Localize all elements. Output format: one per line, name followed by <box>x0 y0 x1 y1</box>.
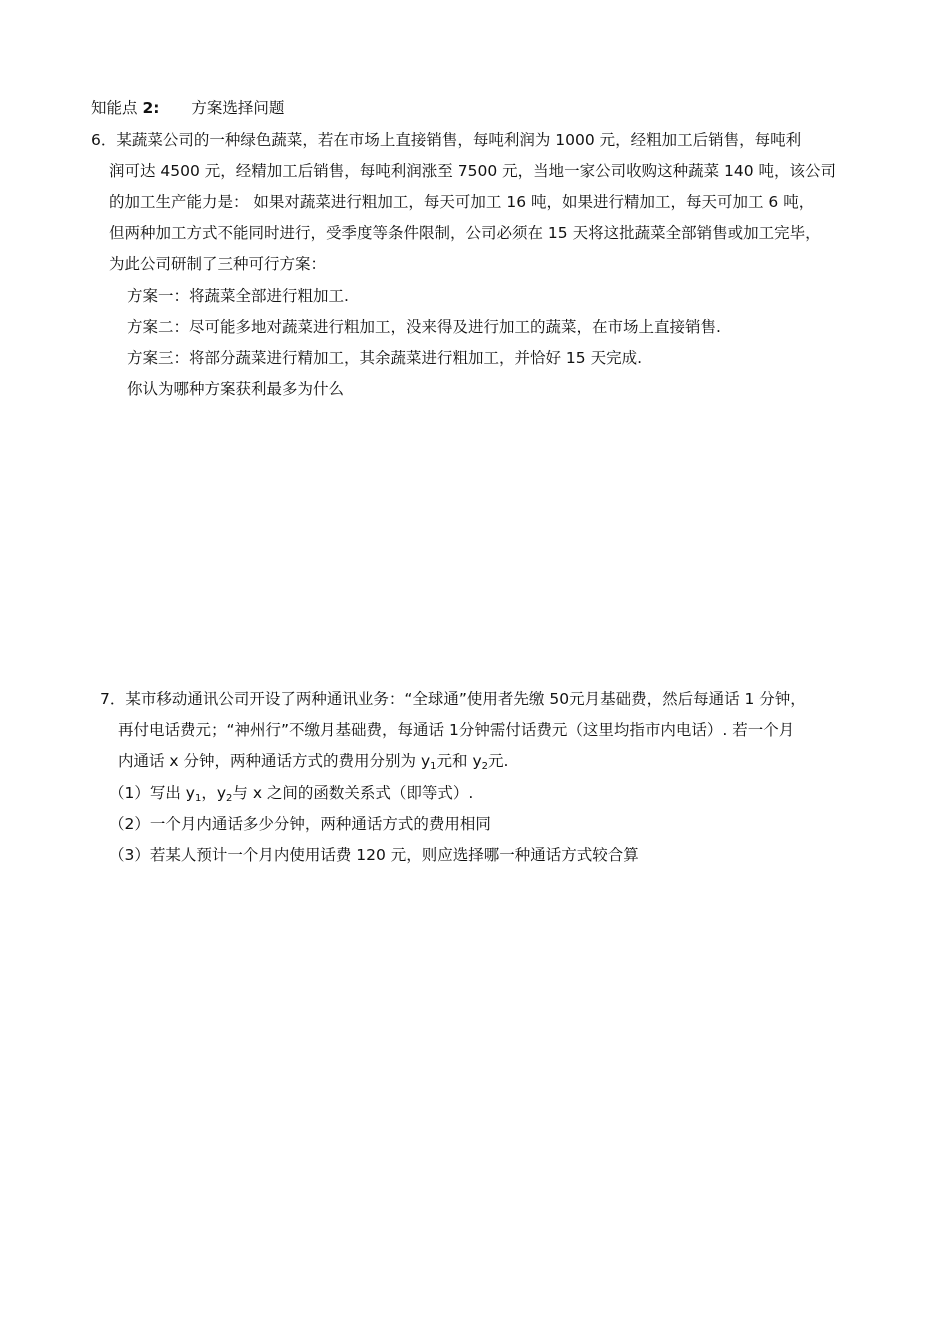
q6-plan-3: 方案三：将部分蔬菜进行精加工，其余蔬菜进行粗加工，并恰好 15 天完成. <box>127 349 643 367</box>
q7-subquestion-2: （2）一个月内通话多少分钟，两种通话方式的费用相同 <box>109 815 491 833</box>
section-label: 知能点 <box>91 99 138 117</box>
q6-plan-1: 方案一：将蔬菜全部进行粗加工. <box>127 287 349 305</box>
q6-line-1: 6．某蔬菜公司的一种绿色蔬菜，若在市场上直接销售，每吨利润为 1000 元，经粗加工后销售，每吨利 <box>91 131 802 149</box>
section-number: 2: <box>142 99 160 117</box>
q6-line-3: 的加工生产能力是： 如果对蔬菜进行粗加工，每天可加工 16 吨，如果进行精加工，每天可加工 6 吨， <box>109 193 815 211</box>
q6-line-2: 润可达 4500 元，经精加工后销售，每吨利润涨至 7500 元，当地一家公司收购这种蔬菜 140 吨，该公司 <box>109 162 837 180</box>
section-title: 方案选择问题 <box>191 99 285 117</box>
q6-line-5: 为此公司研制了三种可行方案： <box>109 255 327 273</box>
q7-line-2: 再付电话费元；“神州行”不缴月基础费，每通话 1分钟需付话费元（这里均指市内电话）. 若一个月 <box>118 721 795 739</box>
q6-question: 你认为哪种方案获利最多为什么 <box>127 380 345 398</box>
q7-subquestion-1: （1）写出 $y_1$，$y_2$与 x 之间的函数关系式（即等式）. <box>109 784 474 804</box>
section-heading <box>91 98 284 118</box>
q6-plan-2: 方案二：尽可能多地对蔬菜进行粗加工，没来得及进行加工的蔬菜，在市场上直接销售. <box>127 318 721 336</box>
q7-subquestion-3: （3）若某人预计一个月内使用话费 120 元，则应选择哪一种通话方式较合算 <box>109 846 639 864</box>
q7-line-3: 内通话 x 分钟，两种通话方式的费用分别为 $y_1$元和 $y_2$元. <box>118 752 509 772</box>
q6-line-4: 但两种加工方式不能同时进行，受季度等条件限制，公司必须在 15 天将这批蔬菜全部销售或加工完毕， <box>109 224 821 242</box>
q7-line-1: 7．某市移动通讯公司开设了两种通讯业务：“全球通”使用者先缴 50元月基础费，然后每通话 1 分钟， <box>100 690 806 708</box>
